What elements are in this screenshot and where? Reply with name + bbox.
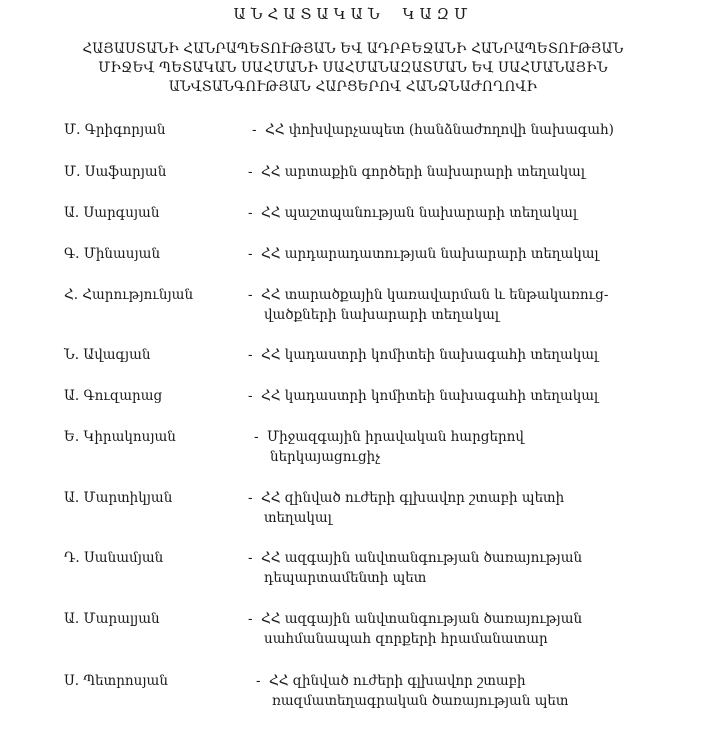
member-name: Մ. Գրիգորյան (64, 122, 166, 138)
member-role-line: սահմանապահ զորքերի հրամանատար (264, 631, 548, 647)
member-role (248, 162, 585, 182)
dash-separator: - (248, 490, 253, 506)
member-name: Ա. Սարգսյան (64, 205, 160, 221)
member-name: Ն. Ավագյան (64, 347, 151, 363)
member-role-line: ՀՀ արտաքին գործերի նախարարի տեղակալ (261, 164, 585, 180)
member-name: Ա. Մարտիկյան (64, 490, 173, 506)
member-role-line: Միջազգային իրավական հարցերով (267, 429, 524, 445)
member-role-line: ՀՀ արդարադատության նախարարի տեղակալ (261, 246, 599, 262)
heading-line: ԱՆՎՏԱՆԳՈՒԹՅԱՆ ՀԱՐՑԵՐՈՎ ՀԱՆՁՆԱԺՈՂՈՎԻ (168, 79, 538, 95)
member-role (248, 244, 599, 264)
member-role-line: ՀՀ զինված ուժերի գլխավոր շտաբի (269, 673, 526, 689)
member-role-line: ներկայացուցիչ (270, 449, 381, 465)
dash-separator: - (248, 205, 253, 221)
member-role-line: ՀՀ կադաստրի կոմիտեի նախագահի տեղակալ (261, 347, 599, 363)
member-role-line: ՀՀ տարածքային կառավարման և ենթակառուց- (261, 287, 609, 303)
document-heading (20, 40, 686, 97)
member-name: Գ. Մինասյան (64, 246, 161, 262)
dash-separator: - (248, 611, 253, 627)
dash-separator: - (248, 164, 253, 180)
document-title: ԱՆՀԱՏԱԿԱՆ ԿԱԶՄ (233, 5, 473, 23)
member-role (256, 671, 568, 711)
member-name: Ե. Կիրակոսյան (64, 429, 176, 445)
member-role-line: ՀՀ զինված ուժերի գլխավոր շտաբի պետի (261, 490, 565, 506)
member-role-line: դեպարտամենտի պետ (264, 570, 427, 586)
dash-separator: - (252, 122, 257, 138)
member-name: Ս. Պետրոսյան (64, 673, 168, 689)
member-role (254, 427, 524, 467)
member-name: Դ. Սանամյան (64, 550, 164, 566)
member-role-line: ՀՀ կադաստրի կոմիտեի նախագահի տեղակալ (261, 388, 599, 404)
member-name: Ա. Գուզարաց (64, 388, 163, 404)
dash-separator: - (248, 550, 253, 566)
member-role-line: ՀՀ փոխվարչապետ (հանձնաժողովի նախագահ) (265, 122, 614, 138)
member-role (248, 203, 577, 223)
heading-line: ՄԻՋԵՎ ՊԵՏԱԿԱՆ ՍԱՀՄԱՆԻ ՍԱՀՄԱՆԱԶԱՏՄԱՆ ԵՎ ՍԱՀՄԱՆԱՅԻՆ (98, 60, 608, 76)
member-role (248, 609, 582, 649)
dash-separator: - (248, 246, 253, 262)
member-name: Հ. Հարությունյան (64, 287, 194, 303)
member-name: Մ. Սաֆարյան (64, 164, 167, 180)
member-name: Ա. Մարալյան (64, 611, 160, 627)
dash-separator: - (254, 429, 259, 445)
member-role (248, 345, 598, 365)
member-role (252, 120, 614, 140)
member-role-line: ռազմատեղագրական ծառայության պետ (272, 693, 569, 709)
dash-separator: - (248, 388, 253, 404)
member-role (248, 548, 582, 588)
member-role-line: տեղակալ (264, 510, 332, 526)
heading-line: ՀԱՅԱՍՏԱՆԻ ՀԱՆՐԱՊԵՏՈՒԹՅԱՆ ԵՎ ԱԴՐԲԵՋԱՆԻ ՀԱՆՐԱՊԵՏՈՒԹՅԱՆ (82, 41, 624, 57)
dash-separator: - (248, 347, 253, 363)
member-role-line: ՀՀ ազգային անվտանգության ծառայության (261, 611, 583, 627)
member-role-line: ՀՀ ազգային անվտանգության ծառայության (261, 550, 583, 566)
dash-separator: - (256, 673, 261, 689)
member-role (248, 386, 598, 406)
dash-separator: - (248, 287, 253, 303)
member-role-line: ՀՀ պաշտպանության նախարարի տեղակալ (261, 205, 578, 221)
member-role (248, 488, 564, 528)
member-role-line: վածքների նախարարի տեղակալ (264, 307, 500, 323)
member-role (248, 285, 608, 325)
